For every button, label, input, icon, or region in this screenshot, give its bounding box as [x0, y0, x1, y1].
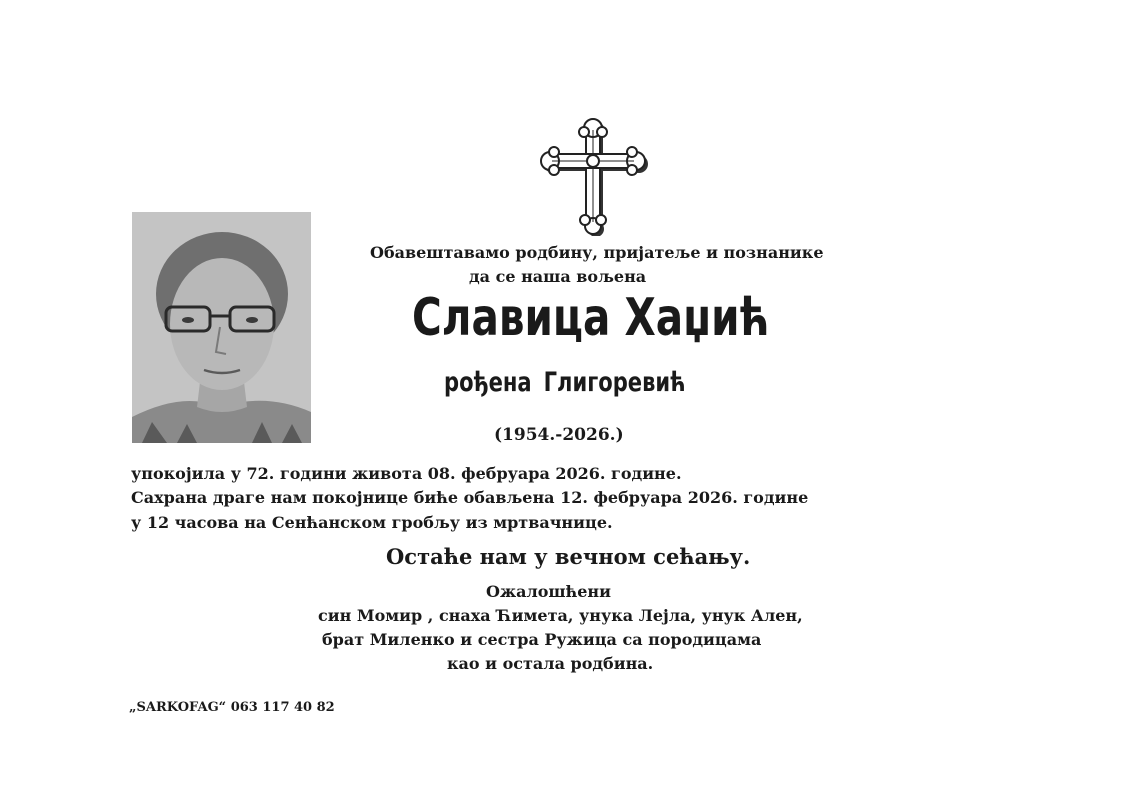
notice-paragraph-line: у 12 часова на Сенћанском гробљу из мртвачнице.	[131, 513, 613, 532]
mourners-line: син Момир , снаха Ћимета, унука Лејла, унук Ален,	[318, 606, 803, 625]
remembrance-text: Остаће нам у вечном сећању.	[386, 544, 751, 569]
funeral-home-footer: „SARKOFAG“ 063 117 40 82	[129, 700, 335, 715]
mourners-line: брат Миленко и сестра Ружица са породицама	[322, 630, 762, 649]
intro-line-2: да се наша вољена	[469, 267, 647, 286]
notice-paragraph-line: упокојила у 72. години живота 08. фебруара 2026. године.	[131, 464, 682, 483]
life-years: (1954.-2026.)	[494, 425, 624, 445]
deceased-name: Славица Хаџић	[412, 288, 770, 348]
notice-paragraph-line: Сахрана драге нам покојнице биће обављена 12. фебруара 2026. године	[131, 488, 809, 507]
mourners-line: као и остала родбина.	[447, 654, 654, 673]
intro-line-1: Обавештавамо родбину, пријатеље и познанике	[370, 243, 824, 262]
maiden-name: рођена Глигоревић	[444, 367, 686, 398]
portrait-photo	[132, 212, 311, 443]
mourners-title: Ожалошћени	[486, 582, 611, 601]
orthodox-cross-icon	[538, 116, 648, 236]
